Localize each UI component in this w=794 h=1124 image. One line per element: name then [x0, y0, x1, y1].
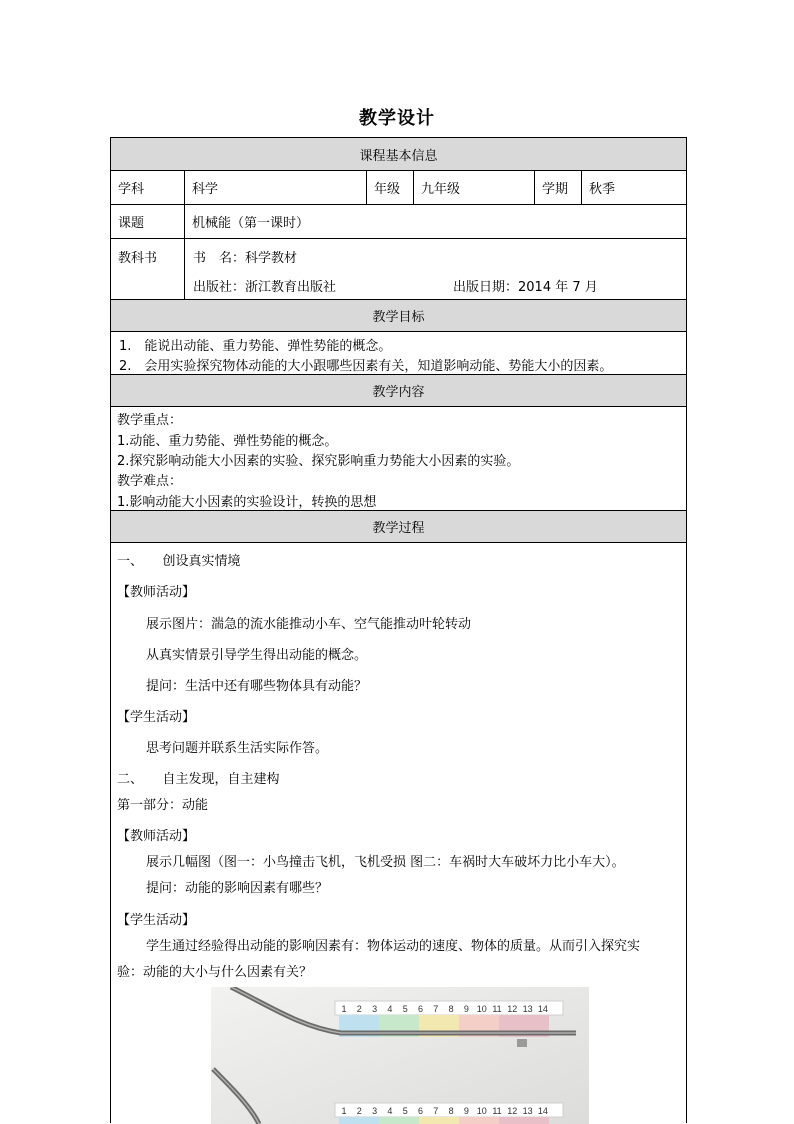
process-line: 提问：生活中还有哪些物体具有动能？ — [146, 679, 368, 694]
ruler-number: 2 — [356, 1106, 362, 1116]
ruler-number: 6 — [417, 1004, 424, 1014]
process-line: 验：动能的大小与什么因素有关？ — [117, 965, 313, 980]
ruler-number: 8 — [448, 1004, 454, 1014]
ruler-number: 11 — [492, 1106, 502, 1116]
ruler-number: 5 — [402, 1004, 408, 1014]
activity-heading: 【学生活动】 — [117, 913, 196, 928]
ruler-number: 9 — [463, 1004, 469, 1014]
publisher: 出版社：浙江教育出版社 — [193, 280, 337, 295]
topic-row — [111, 205, 686, 239]
content-line: 1.动能、重力势能、弹性势能的概念。 — [117, 434, 338, 449]
book-name: 书 名：科学教材 — [193, 251, 298, 266]
ruler-number: 9 — [463, 1106, 469, 1116]
subject-value: 科学 — [184, 171, 366, 204]
content-line: 教学重点： — [117, 413, 183, 428]
objectives-body — [111, 332, 686, 375]
ruler-number: 10 — [476, 1004, 487, 1014]
process-line: 学生通过经验得出动能的影响因素有：物体运动的速度、物体的质量。从而引入探究实 — [146, 939, 641, 954]
section-heading: 二、 自主发现，自主建构 — [117, 772, 280, 787]
grade-value: 九年级 — [413, 171, 534, 204]
ruler-number: 11 — [492, 1004, 502, 1014]
subject-label: 学科 — [118, 182, 145, 197]
content-body — [111, 407, 686, 511]
content-line: 2.探究影响动能大小因素的实验、探究影响重力势能大小因素的实验。 — [117, 454, 520, 469]
textbook-info — [184, 239, 688, 299]
topic-value: 机械能（第一课时） — [184, 205, 688, 238]
ruler-number: 2 — [356, 1004, 362, 1014]
publish-date: 出版日期：2014 年 7 月 — [453, 280, 598, 295]
textbook-row — [111, 239, 686, 300]
process-line: 从真实情景引导学生得出动能的概念。 — [146, 648, 368, 663]
objective-item: 1. 能说出动能、重力势能、弹性势能的概念。 — [119, 339, 392, 354]
objective-item: 2. 会用实验探究物体动能的大小跟哪些因素有关，知道影响动能、势能大小的因素。 — [119, 359, 613, 374]
ruler-number: 13 — [522, 1106, 533, 1116]
grade-label: 年级 — [366, 171, 413, 204]
activity-heading: 【教师活动】 — [117, 829, 196, 844]
textbook-label: 教科书 — [118, 251, 158, 266]
content-line: 1.影响动能大小因素的实验设计，转换的思想 — [117, 495, 377, 510]
basic-info-header: 课程基本信息 — [111, 138, 686, 171]
ruler-number: 13 — [522, 1004, 533, 1014]
term-value: 秋季 — [581, 171, 688, 204]
process-line: 思考问题并联系生活实际作答。 — [146, 741, 329, 756]
experiment-photo — [211, 987, 589, 1124]
ruler-number: 1 — [341, 1106, 347, 1116]
ruler-number: 6 — [417, 1106, 424, 1116]
ruler-number: 4 — [387, 1106, 393, 1116]
activity-heading: 【学生活动】 — [117, 710, 196, 725]
ruler-number: 12 — [507, 1106, 518, 1116]
part-heading: 第一部分：动能 — [117, 798, 209, 813]
ruler-number: 7 — [433, 1106, 439, 1116]
ruler-number: 8 — [448, 1106, 454, 1116]
activity-heading: 【教师活动】 — [117, 585, 196, 600]
ruler-number: 12 — [507, 1004, 518, 1014]
lesson-plan-table — [110, 137, 687, 1123]
ruler-number: 3 — [372, 1106, 378, 1116]
ruler-number: 7 — [433, 1004, 439, 1014]
process-line: 展示图片：湍急的流水能推动小车、空气能推动叶轮转动 — [146, 617, 472, 632]
ruler-number: 1 — [341, 1004, 347, 1014]
content-line: 教学难点： — [117, 474, 183, 489]
document-title: 教学设计 — [359, 108, 435, 129]
ruler-number: 3 — [372, 1004, 378, 1014]
ruler-number: 14 — [537, 1004, 548, 1014]
process-header: 教学过程 — [111, 511, 686, 543]
term-label: 学期 — [534, 171, 581, 204]
ruler-number: 14 — [537, 1106, 548, 1116]
subject-row — [111, 171, 686, 205]
section-heading: 一、 创设真实情境 — [117, 554, 241, 569]
process-line: 展示几幅图（图一：小鸟撞击飞机，飞机受损 图二：车祸时大车破坏力比小车大）。 — [146, 855, 625, 870]
ruler-number: 10 — [476, 1106, 487, 1116]
ruler-number: 4 — [387, 1004, 393, 1014]
experiment-photo-drawing — [211, 987, 589, 1124]
topic-label: 课题 — [118, 216, 145, 231]
process-line: 提问：动能的影响因素有哪些？ — [146, 881, 329, 896]
objectives-header: 教学目标 — [111, 300, 686, 332]
ruler-number: 5 — [402, 1106, 408, 1116]
content-header: 教学内容 — [111, 375, 686, 407]
